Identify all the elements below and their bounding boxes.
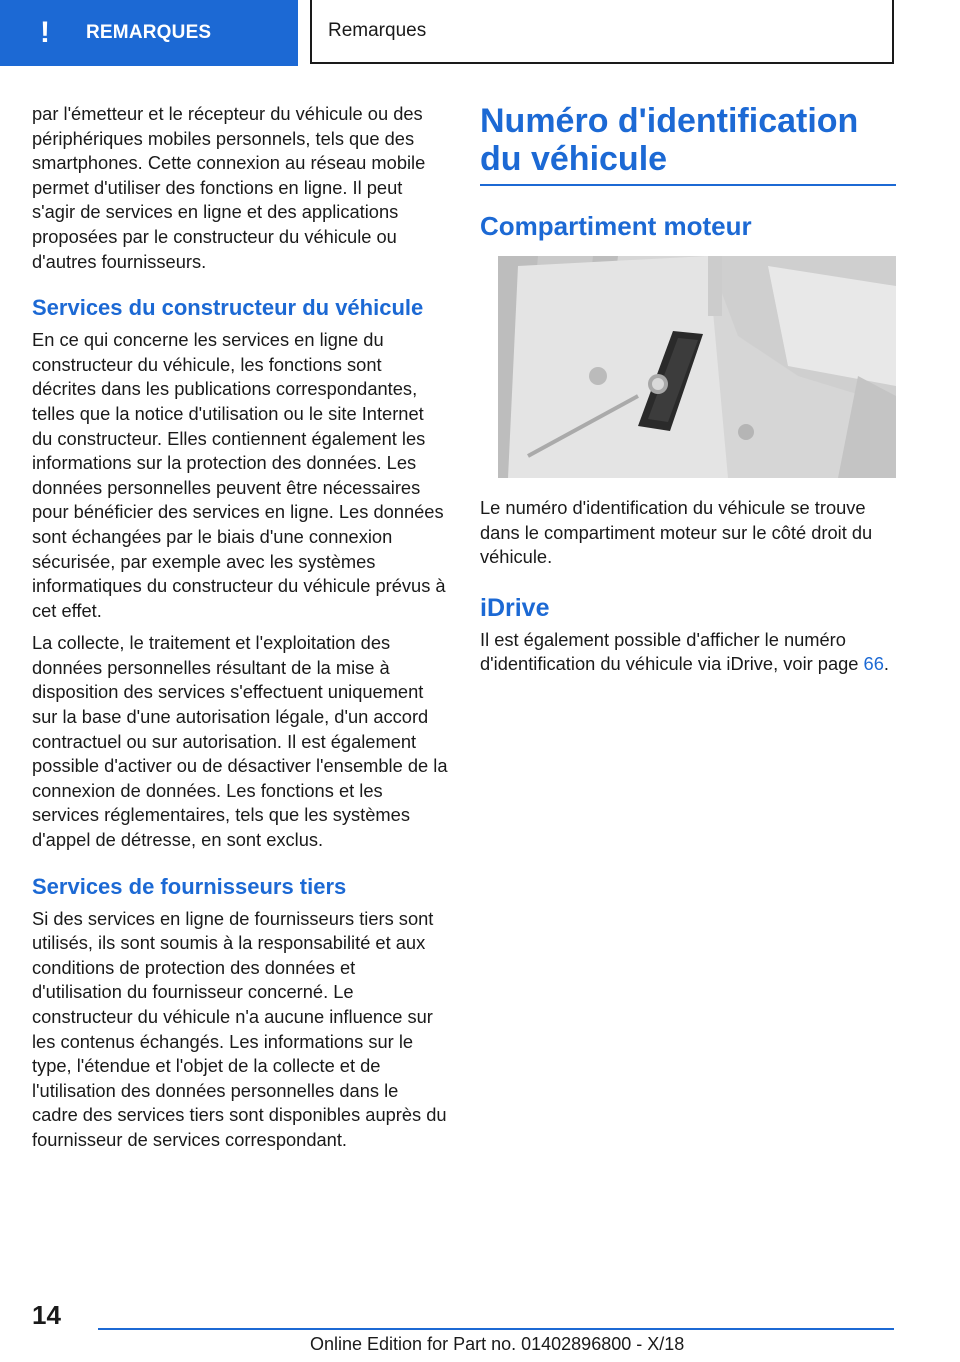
paragraph-compartiment: Le numéro d'identification du véhicule se trouve dans le compartiment moteur sur le côté droit du véhicule. bbox=[480, 497, 873, 568]
footer-divider bbox=[98, 1328, 894, 1330]
page-number: 14 bbox=[32, 1300, 61, 1330]
page-link-66[interactable]: 66 bbox=[863, 653, 884, 675]
intro-paragraph: par l'émetteur et le récepteur du véhicule ou des périphériques mobiles personnels, tels que des smartphones. Cette connexion au réseau mobile permet d'utiliser des fonctions en ligne. Il peut s'agir de services en ligne et des applications proposées par le constructeur du véhicule ou d'autres fournisseurs. bbox=[32, 103, 426, 272]
exclamation-icon: ! bbox=[40, 16, 50, 49]
heading-services-tiers: Services de fournisseurs tiers bbox=[32, 873, 347, 899]
footer-edition: Online Edition for Part no. 01402896800 - X/18 bbox=[310, 1334, 685, 1354]
section-label: REMARQUES bbox=[86, 22, 212, 43]
paragraph-constructeur-2: La collecte, le traitement et l'exploitation des données personnelles résultant de la mise à disposition des services s'effectuent uniquement sur la base d'une autorisation légale, d'un accord contractuel ou sur autorisation. Il est également possible d'activer ou de désactiver l'ensemble de la connexion de données. Les fonctions et les services réglementaires, tels que les systèmes d'appel de détresse, en sont exclus. bbox=[32, 632, 448, 851]
heading-idrive: iDrive bbox=[480, 593, 550, 622]
right-column bbox=[480, 102, 896, 685]
page-header bbox=[0, 0, 960, 66]
page-title: Numéro d'identification du véhicule bbox=[480, 102, 896, 186]
paragraph-idrive bbox=[480, 628, 896, 677]
heading-services-constructeur: Services du constructeur du véhicule bbox=[32, 295, 424, 321]
subsection-label: Remarques bbox=[328, 20, 427, 41]
engine-compartment-photo bbox=[498, 256, 896, 478]
idrive-text: Il est également possible d'afficher le numéro d'identification du véhicule via iDrive, voir page bbox=[480, 628, 864, 675]
left-column bbox=[32, 102, 448, 1161]
idrive-suffix: . bbox=[883, 653, 889, 675]
paragraph-constructeur-1: En ce qui concerne les services en ligne du constructeur du véhicule, les fonctions sont décrites dans les publications correspondantes, telles que la notice d'utilisation ou le site Internet du constructeur. Elles contiennent également les informations sur la protection des données. Les données personnelles peuvent être nécessaires pour bénéficier des services en ligne. Les données sont échangées par le biais d'une connexion sécurisée, par exemple avec les systèmes informatiques du constructeur du véhicule prévus à cet effet. bbox=[32, 329, 446, 621]
paragraph-tiers: Si des services en ligne de fournisseurs tiers sont utilisés, ils sont soumis à la responsabilité et aux conditions de protection des données et d'utilisation du fournisseur concerné. Le constructeur du véhicule n'a aucune influence sur les contenus échangés. Les informations sur le type, l'étendue et l'objet de la collecte et de l'utilisation des données personnelles dans le cadre des services tiers sont disponibles auprès du fournisseur de services correspondant. bbox=[32, 907, 447, 1150]
heading-compartiment-moteur: Compartiment moteur bbox=[480, 211, 752, 241]
section-tab[interactable] bbox=[0, 0, 298, 66]
subsection-tab[interactable] bbox=[310, 0, 894, 64]
